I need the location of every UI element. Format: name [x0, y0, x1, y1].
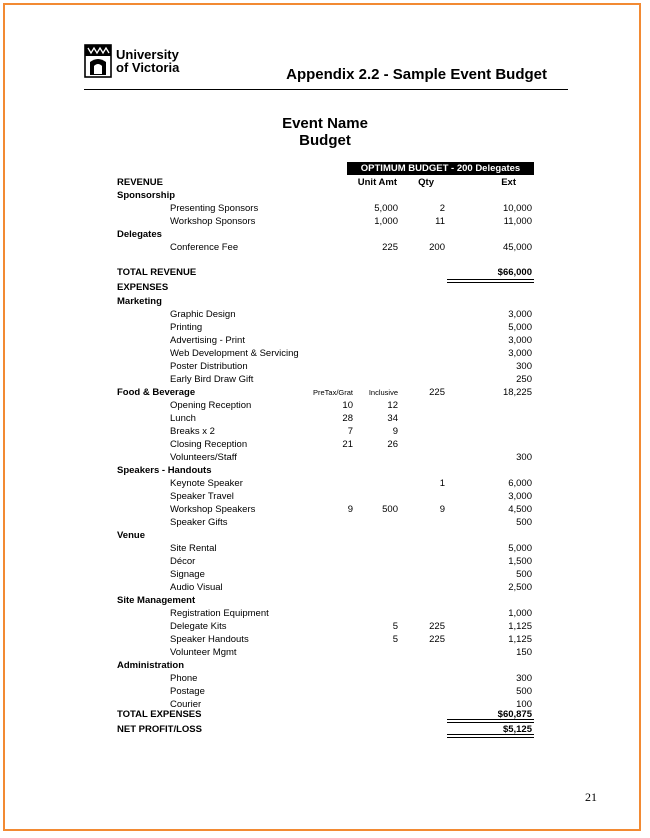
- row-value-c3: 225: [429, 621, 445, 632]
- row-label: Marketing: [117, 296, 162, 307]
- budget-row: [0, 438, 650, 451]
- row-value-c4: 3,000: [508, 309, 532, 320]
- row-value-c2: 26: [387, 439, 398, 450]
- row-label: Food & Beverage: [117, 387, 196, 398]
- budget-row: [0, 308, 650, 321]
- row-label: Web Development & Servicing: [170, 348, 299, 359]
- budget-row: [0, 228, 650, 241]
- row-value-c3: 9: [439, 504, 445, 515]
- row-label: Phone: [170, 673, 198, 684]
- row-value-c4: 5,000: [508, 322, 532, 333]
- row-label: Volunteers/Staff: [170, 452, 237, 463]
- budget-row: [0, 620, 650, 633]
- row-value-c2: 5: [392, 634, 398, 645]
- row-value-c2: 1,000: [374, 216, 398, 227]
- budget-row: [0, 633, 650, 646]
- budget-row: [0, 321, 650, 334]
- row-label: Speaker Handouts: [170, 634, 249, 645]
- row-label: Postage: [170, 686, 205, 697]
- row-value-c2: 500: [382, 504, 398, 515]
- row-label: Printing: [170, 322, 203, 333]
- row-value-c4: 2,500: [508, 582, 532, 593]
- column-header-row: [0, 176, 650, 189]
- row-value-c4: 10,000: [502, 203, 532, 214]
- row-label: Speakers - Handouts: [117, 465, 212, 476]
- row-label: Speaker Gifts: [170, 517, 228, 528]
- row-label: Administration: [117, 660, 185, 671]
- row-value-c4: 500: [516, 569, 532, 580]
- budget-row: [0, 672, 650, 685]
- row-value-c4: 3,000: [508, 335, 532, 346]
- row-label: Early Bird Draw Gift: [170, 374, 254, 385]
- budget-row: [0, 412, 650, 425]
- budget-row: [0, 295, 650, 308]
- row-value-c2: 34: [387, 413, 398, 424]
- double-underline: [447, 279, 534, 283]
- row-label: Speaker Travel: [170, 491, 234, 502]
- row-value-c4: 1,125: [508, 634, 532, 645]
- budget-row: [0, 723, 650, 736]
- row-label: Delegate Kits: [170, 621, 227, 632]
- budget-row: [0, 581, 650, 594]
- row-value-c4: 5,000: [508, 543, 532, 554]
- row-label: Lunch: [170, 413, 196, 424]
- row-value-c4: $66,000: [497, 267, 532, 278]
- budget-row: [0, 386, 650, 399]
- double-underline: [447, 719, 534, 723]
- row-value-c4: 1,125: [508, 621, 532, 632]
- budget-row: [0, 568, 650, 581]
- row-label: Courier: [170, 699, 202, 710]
- row-value-c3: 1: [439, 478, 445, 489]
- row-value-c3: 225: [429, 387, 445, 398]
- row-label: Graphic Design: [170, 309, 236, 320]
- row-value-c4: 45,000: [502, 242, 532, 253]
- row-value-c4: 300: [516, 361, 532, 372]
- row-label: Opening Reception: [170, 400, 252, 411]
- budget-row: [0, 215, 650, 228]
- row-value-c4: 3,000: [508, 491, 532, 502]
- row-label: Workshop Sponsors: [170, 216, 256, 227]
- row-label: Volunteer Mgmt: [170, 647, 237, 658]
- row-value-c4: 11,000: [503, 216, 532, 227]
- double-underline: [447, 734, 534, 738]
- row-label: Presenting Sponsors: [170, 203, 259, 214]
- row-label: Registration Equipment: [170, 608, 269, 619]
- row-value-c2: 12: [387, 400, 398, 411]
- budget-row: [0, 360, 650, 373]
- row-value-c4: 18,225: [502, 387, 532, 398]
- row-value-c4: 150: [516, 647, 532, 658]
- budget-row: [0, 659, 650, 672]
- budget-row: [0, 281, 650, 294]
- row-label: TOTAL REVENUE: [117, 267, 197, 278]
- row-value-c4: 6,000: [508, 478, 532, 489]
- row-label: Sponsorship: [117, 190, 176, 201]
- row-label: Site Management: [117, 595, 196, 606]
- budget-row: [0, 425, 650, 438]
- row-label: Workshop Speakers: [170, 504, 256, 515]
- row-label: Venue: [117, 530, 145, 541]
- budget-row: [0, 266, 650, 279]
- row-label: Site Rental: [170, 543, 217, 554]
- budget-row: [0, 347, 650, 360]
- row-label: REVENUE: [117, 177, 163, 188]
- budget-row: [0, 202, 650, 215]
- page-number: 21: [585, 790, 597, 804]
- budget-row: [0, 241, 650, 254]
- row-value-c3: 11: [435, 216, 445, 227]
- budget-row: [0, 516, 650, 529]
- row-value-c1: 10: [342, 400, 353, 411]
- row-value-c4: 1,500: [508, 556, 532, 567]
- row-label: Keynote Speaker: [170, 478, 243, 489]
- optimum-budget-banner: OPTIMUM BUDGET - 200 Delegates: [347, 162, 534, 175]
- row-value-c1: 7: [347, 426, 353, 437]
- logo-text-line2: of Victoria: [116, 60, 180, 75]
- row-value-c4: 500: [516, 686, 532, 697]
- budget-row: [0, 399, 650, 412]
- budget-row: [0, 477, 650, 490]
- row-value-c4: $60,875: [497, 709, 532, 720]
- event-name-title: Event Name: [282, 115, 368, 132]
- row-value-c4: 250: [516, 374, 532, 385]
- budget-row: [0, 607, 650, 620]
- row-value-c1: PreTax/Grat: [312, 388, 353, 397]
- budget-row: [0, 464, 650, 477]
- row-value-c2: 5: [392, 621, 398, 632]
- budget-row: [0, 594, 650, 607]
- budget-row: [0, 685, 650, 698]
- row-value-c4: $5,125: [502, 724, 532, 735]
- budget-row: [0, 708, 650, 721]
- row-value-c1: 28: [342, 413, 353, 424]
- row-label: EXPENSES: [117, 282, 169, 293]
- row-value-c3: 2: [439, 203, 445, 214]
- row-label: TOTAL EXPENSES: [117, 709, 202, 720]
- row-value-c2: 225: [382, 242, 398, 253]
- row-label: Conference Fee: [170, 242, 239, 253]
- row-label: NET PROFIT/LOSS: [117, 724, 202, 735]
- row-value-c4: 4,500: [508, 504, 532, 515]
- budget-row: [0, 490, 650, 503]
- row-value-c4: 100: [516, 699, 532, 710]
- row-label: Breaks x 2: [170, 426, 215, 437]
- row-value-c4: 300: [516, 673, 532, 684]
- row-value-c2: Inclusive: [368, 388, 398, 397]
- row-label: Advertising - Print: [170, 335, 245, 346]
- budget-title: Budget: [299, 132, 351, 149]
- qty-header: Qty: [418, 177, 434, 188]
- ext-header: Ext: [501, 177, 516, 188]
- row-value-c4: 1,000: [508, 608, 532, 619]
- row-value-c1: 21: [342, 439, 353, 450]
- budget-row: [0, 373, 650, 386]
- budget-row: [0, 646, 650, 659]
- header-rule: [84, 89, 568, 90]
- unit-amt-header: Unit Amt: [357, 177, 397, 188]
- budget-row: [0, 334, 650, 347]
- crest-icon: [84, 44, 112, 78]
- row-label: Poster Distribution: [170, 361, 248, 372]
- row-label: Décor: [170, 556, 196, 567]
- budget-row: [0, 451, 650, 464]
- row-value-c3: 225: [429, 634, 445, 645]
- row-value-c4: 3,000: [508, 348, 532, 359]
- row-value-c2: 5,000: [374, 203, 398, 214]
- row-value-c4: 500: [516, 517, 532, 528]
- logo-text-line1: University: [116, 47, 179, 62]
- row-label: Delegates: [117, 229, 162, 240]
- row-value-c2: 9: [392, 426, 398, 437]
- appendix-title: Appendix 2.2 - Sample Event Budget: [286, 66, 547, 83]
- budget-row: [0, 555, 650, 568]
- row-value-c4: 300: [516, 452, 532, 463]
- budget-row: [0, 529, 650, 542]
- row-label: Audio Visual: [170, 582, 223, 593]
- budget-row: [0, 503, 650, 516]
- budget-row: [0, 542, 650, 555]
- row-label: Closing Reception: [170, 439, 248, 450]
- row-value-c1: 9: [347, 504, 353, 515]
- budget-row: [0, 189, 650, 202]
- row-label: Signage: [170, 569, 205, 580]
- row-value-c3: 200: [429, 242, 445, 253]
- university-logo: [84, 44, 179, 78]
